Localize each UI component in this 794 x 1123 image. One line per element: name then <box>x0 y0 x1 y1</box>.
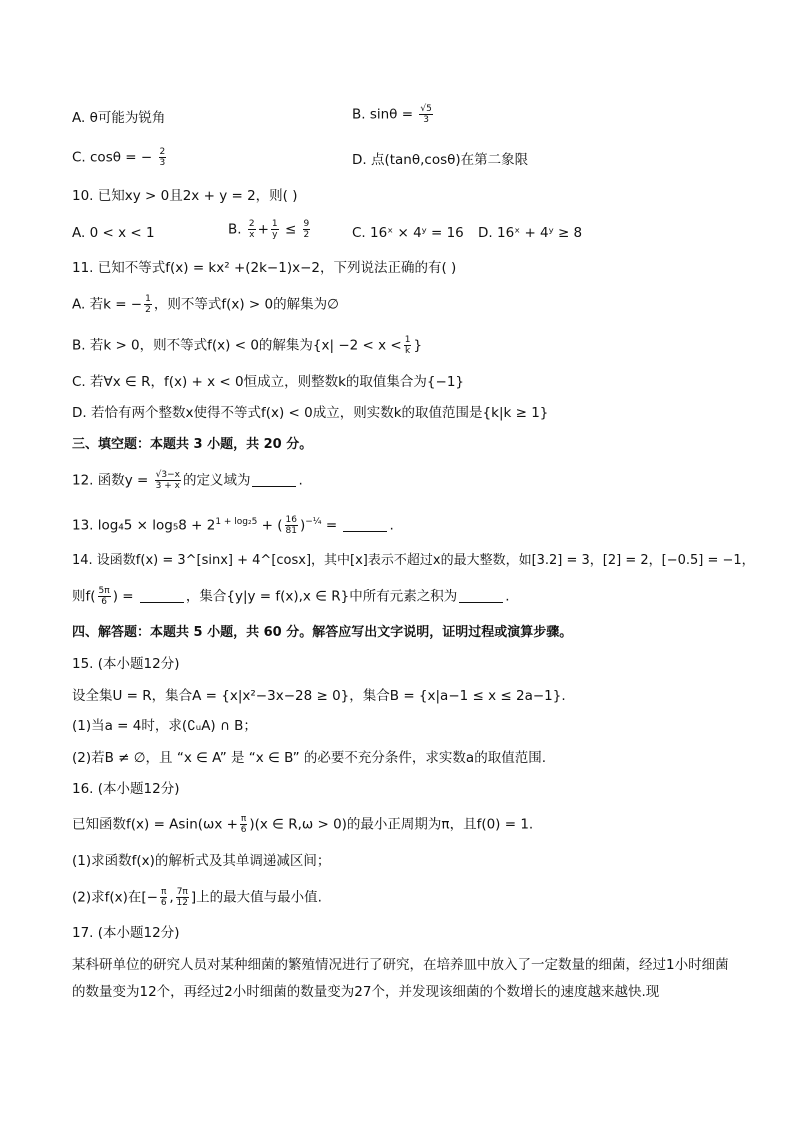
q14-line1: 14. 设函数f(x) = 3^[sinx] + 4^[cosx]，其中[x]表示不超过x的最大整数，如[3.2] = 3，[2] = 2，[−0.5] = −1， <box>72 553 755 568</box>
q11-option-c: C. 若∀x ∈ R，f(x) + x < 0恒成立，则整数k的取值集合为{−1} <box>72 374 464 390</box>
q11-option-a: A. 若k = − $\frac{1}{2}$ ，则不等式f(x) > 0的解集为∅ <box>72 294 339 315</box>
section-4-heading: 四、解答题：本题共 5 小题，共 60 分。解答应写出文字说明，证明过程或演算步骤。 <box>72 625 573 640</box>
q10-stem: 10. 已知xy > 0且2x + y = 2，则( ) <box>72 188 298 204</box>
fraction: $\frac{√5}{3}$ <box>420 104 432 125</box>
q10-option-c: C. 16ˣ × 4ʸ = 16 <box>352 225 464 241</box>
q10-option-d: D. 16ˣ + 4ʸ ≥ 8 <box>478 225 583 241</box>
q10-option-a: A. 0 < x < 1 <box>72 225 155 241</box>
fraction: $\frac{2}{3}$ <box>159 147 166 168</box>
q11-option-d: D. 若恰有两个整数x使得不等式f(x) < 0成立，则实数k的取值范围是{k|k ≥ 1} <box>72 405 549 421</box>
q9-option-d: D. 点(tanθ,cosθ)在第二象限 <box>352 152 529 168</box>
answer-blank <box>140 588 184 603</box>
q11-option-b: B. 若k > 0，则不等式f(x) < 0的解集为{x| −2 < x < $\frac{1}{k}$ } <box>72 335 423 356</box>
q12: 12. 函数y = $\frac{√3-x}{3 + x}$ 的定义域为 . <box>72 470 303 491</box>
q15-title: 15. (本小题12分) <box>72 656 180 672</box>
q13: 13. $\log_45 \times \log_58 + 2^{1 + log_25}$ + ( $\frac{16}{81}$ )$^{-\frac{1}{4}}$ = . <box>72 515 394 536</box>
q17-title: 17. (本小题12分) <box>72 925 180 941</box>
q15-part1: (1)当a = 4时，求(∁ᵤA) ∩ B； <box>72 718 257 734</box>
section-3-heading: 三、填空题：本题共 3 小题，共 20 分。 <box>72 437 313 452</box>
q15-stem: 设全集U = R，集合A = {x|x²−3x−28 ≥ 0}，集合B = {x|a−1 ≤ x ≤ 2a−1}. <box>72 688 566 704</box>
q10-option-b: B. $\frac{2}{x}$ + $\frac{1}{y}$ ≤ $\frac{9}{2}$ <box>228 219 310 240</box>
q16-part1: (1)求函数f(x)的解析式及其单调递减区间； <box>72 853 331 869</box>
q15-part2: (2)若B ≠ ∅，且 “x ∈ A” 是 “x ∈ B” 的必要不充分条件，求实数a的取值范围. <box>72 750 546 766</box>
q9-option-c: C. cosθ = − $\frac{2}{3}$ <box>72 147 166 168</box>
answer-blank <box>252 472 296 487</box>
q14-line2: 则f( $\frac{5\pi}{6}$ ) = ，集合{y|y = f(x),x ∈ R}中所有元素之积为 . <box>72 586 510 607</box>
q9-option-b: B. sinθ = $\frac{√5}{3}$ <box>352 104 432 125</box>
q17-text: 某科研单位的研究人员对某种细菌的繁殖情况进行了研究，在培养皿中放入了一定数量的细菌，经过1小时细菌的数量变为12个，再经过2小时细菌的数量变为27个，并发现该细菌的个数增长的速度越来越快.现 <box>72 957 729 1000</box>
q11-stem: 11. 已知不等式f(x) = kx² +(2k−1)x−2，下列说法正确的有( ) <box>72 260 457 276</box>
q16-part2: (2)求f(x)在[− $\frac{\pi}{6}$ , $\frac{7\pi}{12}$ ]上的最大值与最小值. <box>72 887 322 908</box>
q16-stem: 已知函数f(x) = Asin(ωx + $\frac{\pi}{6}$ )(x ∈ R,ω > 0)的最小正周期为π，且f(0) = 1. <box>72 814 534 835</box>
answer-blank <box>459 588 503 603</box>
q16-title: 16. (本小题12分) <box>72 781 180 797</box>
q9-option-a: A. θ可能为锐角 <box>72 110 166 126</box>
answer-blank <box>343 517 387 532</box>
